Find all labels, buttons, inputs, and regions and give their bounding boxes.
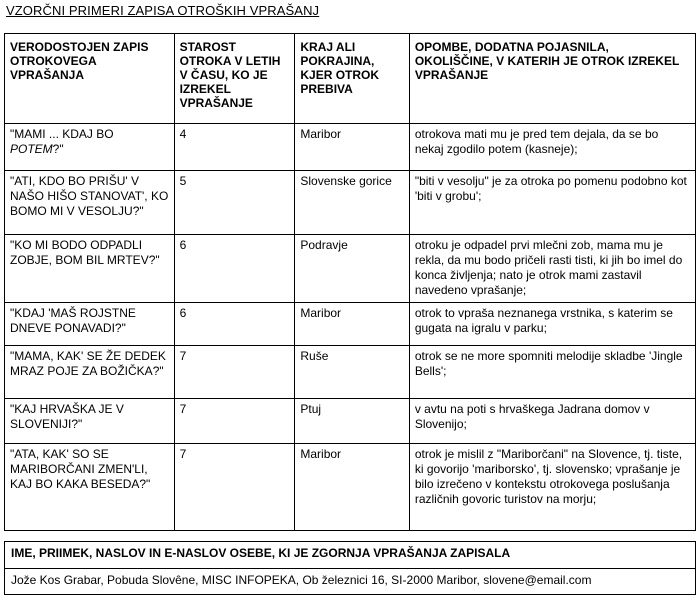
question-cell — [5, 124, 175, 171]
table-row — [5, 444, 696, 531]
region-cell: Ptuj — [295, 399, 409, 444]
table-row — [5, 124, 696, 171]
author-details-row — [5, 569, 696, 595]
notes-cell: otrok to vpraša neznanega vrstnika, s katerim se gugata na igralu v parku; — [409, 303, 695, 346]
table-row — [5, 346, 696, 399]
age-cell: 7 — [174, 346, 295, 399]
table-header-row — [5, 34, 696, 124]
examples-table — [4, 33, 696, 531]
age-cell: 6 — [174, 303, 295, 346]
question-cell: "ATI, KDO BO PRIŠU' V NAŠO HIŠO STANOVAT', KO BOMO MI V VESOLJU?" — [5, 171, 175, 235]
region-cell: Ruše — [295, 346, 409, 399]
header-question: VERODOSTOJEN ZAPIS OTROKOVEGA VPRAŠANJA — [5, 34, 175, 124]
table-row — [5, 235, 696, 303]
question-cell: "MAMA, KAK' SE ŽE DEDEK MRAZ POJE ZA BOŽIČKA?" — [5, 346, 175, 399]
age-cell: 7 — [174, 444, 295, 531]
age-cell: 4 — [174, 124, 295, 171]
age-cell: 7 — [174, 399, 295, 444]
region-cell: Podravje — [295, 235, 409, 303]
question-text: "MAMI ... KDAJ BO — [10, 127, 114, 141]
region-cell: Maribor — [295, 303, 409, 346]
question-cell: "KDAJ 'MAŠ ROJSTNE DNEVE PONAVADI?" — [5, 303, 175, 346]
age-cell: 5 — [174, 171, 295, 235]
region-cell: Maribor — [295, 124, 409, 171]
notes-cell: otrok je mislil z "Mariborčani" na Slovence, tj. tiste, ki govorijo 'mariborsko', tj. slovensko; vprašanje je bilo izrečeno v kontekstu otrokovega poslušanja različnih govoric turistov na morju; — [409, 444, 695, 531]
notes-cell: v avtu na poti s hrvaškega Jadrana domov v Slovenijo; — [409, 399, 695, 444]
notes-cell: "biti v vesolju" je za otroka po pomenu podobno kot 'biti v grobu'; — [409, 171, 695, 235]
question-emphasis: POTEM — [10, 142, 53, 156]
question-text-end: ?" — [52, 142, 64, 156]
question-cell: "KAJ HRVAŠKA JE V SLOVENIJI?" — [5, 399, 175, 444]
table-row — [5, 171, 696, 235]
table-row — [5, 399, 696, 444]
author-table — [4, 541, 696, 595]
notes-cell: otrok se ne more spomniti melodije skladbe 'Jingle Bells'; — [409, 346, 695, 399]
notes-cell: otrokova mati mu je pred tem dejala, da se bo nekaj zgodilo potem (kasneje); — [409, 124, 695, 171]
header-region: KRAJ ALI POKRAJINA, KJER OTROK PREBIVA — [295, 34, 409, 124]
author-heading: IME, PRIIMEK, NASLOV IN E-NASLOV OSEBE, KI JE ZGORNJA VPRAŠANJA ZAPISALA — [5, 542, 696, 569]
age-cell: 6 — [174, 235, 295, 303]
header-notes: OPOMBE, DODATNA POJASNILA, OKOLIŠČINE, V KATERIH JE OTROK IZREKEL VPRAŠANJE — [409, 34, 695, 124]
header-age: STAROST OTROKA V LETIH V ČASU, KO JE IZREKEL VPRAŠANJE — [174, 34, 295, 124]
author-heading-row — [5, 542, 696, 569]
author-details: Jože Kos Grabar, Pobuda Slovêne, MISC INFOPEKA, Ob železnici 16, SI-2000 Maribor, slovene@email.com — [5, 569, 696, 595]
table-row — [5, 303, 696, 346]
notes-cell: otroku je odpadel prvi mlečni zob, mama mu je rekla, da mu bodo pričeli rasti tisti, ki jih bo imel do konca življenja; nato je otrok mami zastavil navedeno vprašanje; — [409, 235, 695, 303]
question-cell: "KO MI BODO ODPADLI ZOBJE, BOM BIL MRTEV?" — [5, 235, 175, 303]
region-cell: Maribor — [295, 444, 409, 531]
question-cell: "ATA, KAK' SO SE MARIBORČANI ZMEN'LI, KAJ BO KAKA BESEDA?" — [5, 444, 175, 531]
page-title: VZORČNI PRIMERI ZAPISA OTROŠKIH VPRAŠANJ — [6, 3, 320, 18]
region-cell: Slovenske gorice — [295, 171, 409, 235]
